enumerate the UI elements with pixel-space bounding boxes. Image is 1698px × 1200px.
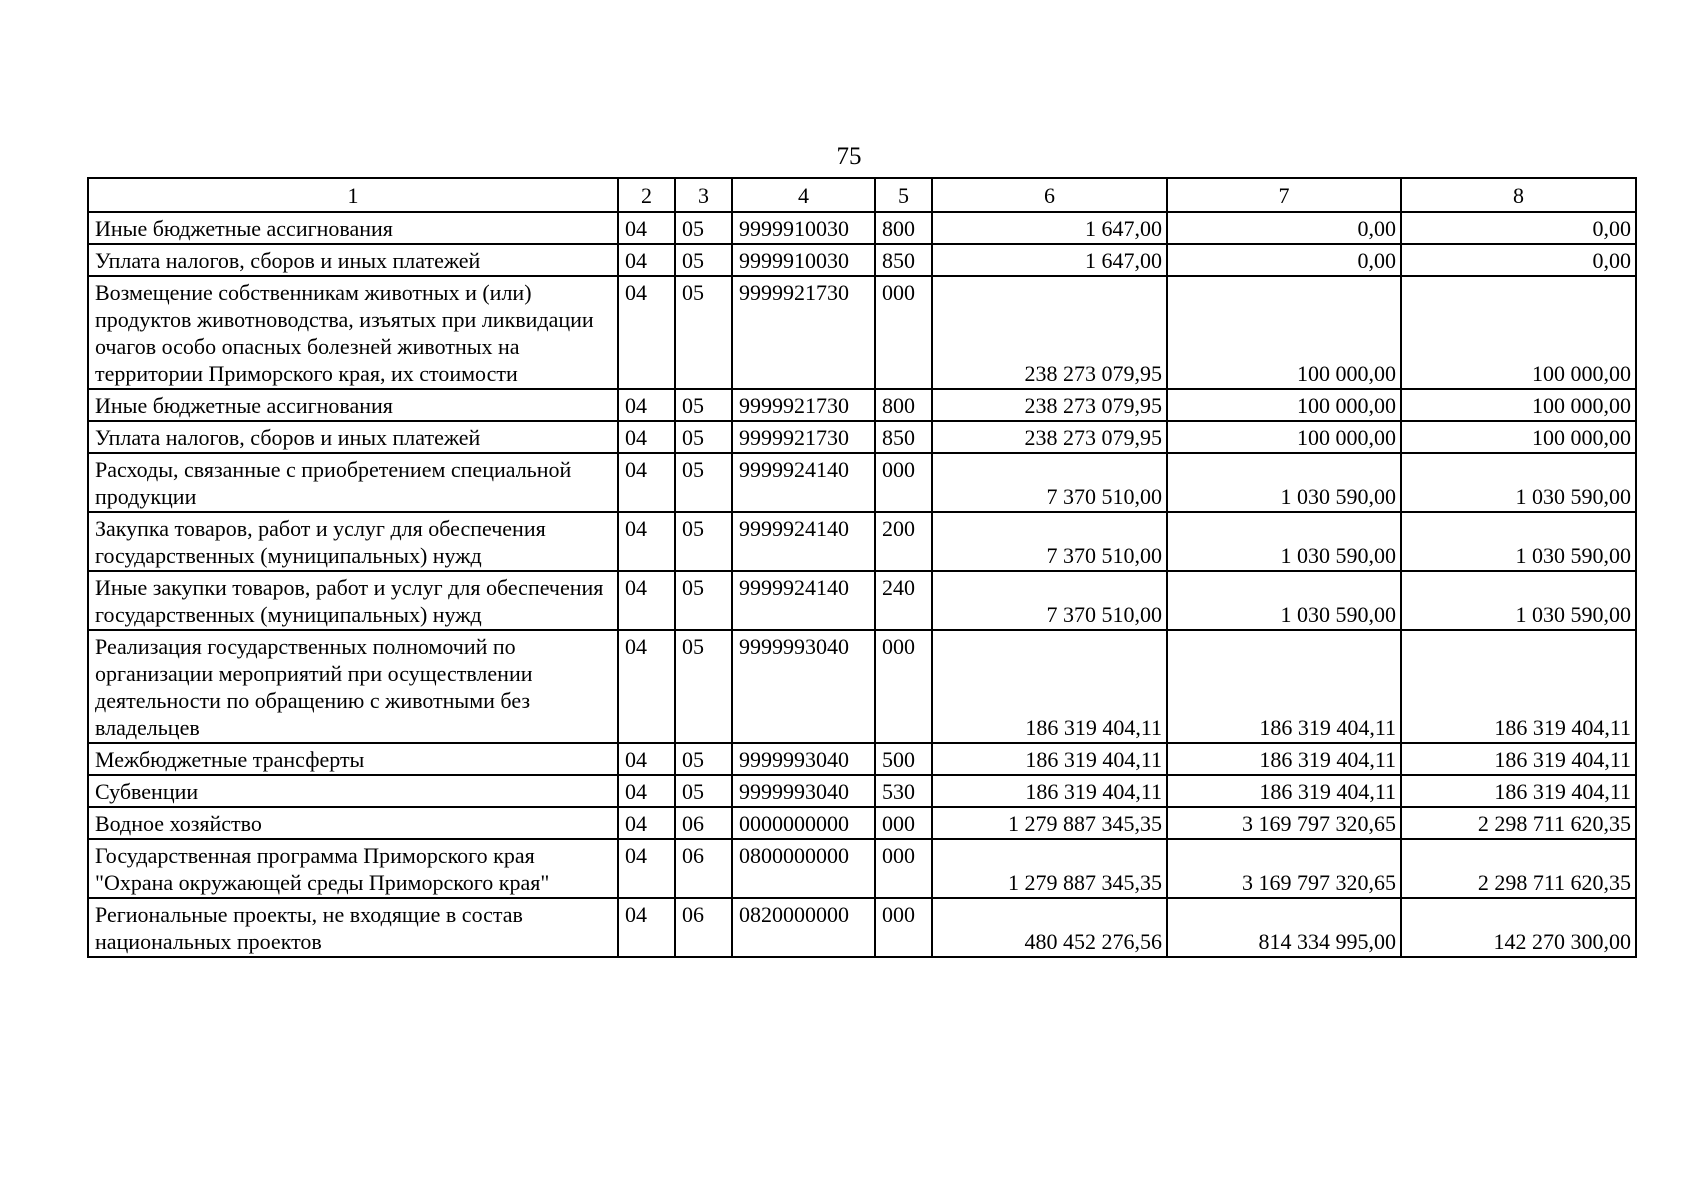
row-amount-col8: 100 000,00 [1401,389,1636,421]
row-subsection: 06 [675,898,732,957]
row-subsection: 06 [675,807,732,839]
row-subsection: 05 [675,244,732,276]
row-amount-col6: 1 647,00 [932,212,1167,244]
row-subsection: 06 [675,839,732,898]
row-target-article: 9999993040 [732,630,875,743]
row-target-article: 9999924140 [732,571,875,630]
row-subsection: 05 [675,743,732,775]
row-expense-type: 000 [875,839,932,898]
row-target-article: 9999924140 [732,512,875,571]
row-expense-type: 530 [875,775,932,807]
row-amount-col8: 100 000,00 [1401,421,1636,453]
row-name: Государственная программа Приморского края "Охрана окружающей среды Приморского края" [88,839,618,898]
table-row [88,775,1636,807]
row-amount-col7: 0,00 [1167,212,1401,244]
table-row [88,743,1636,775]
row-section: 04 [618,571,675,630]
row-subsection: 05 [675,389,732,421]
row-name: Межбюджетные трансферты [88,743,618,775]
row-section: 04 [618,212,675,244]
row-expense-type: 500 [875,743,932,775]
row-target-article: 9999921730 [732,276,875,389]
row-section: 04 [618,512,675,571]
header-row [88,178,1636,212]
row-expense-type: 000 [875,630,932,743]
row-name: Расходы, связанные с приобретением специальной продукции [88,453,618,512]
row-expense-type: 850 [875,244,932,276]
row-target-article: 0000000000 [732,807,875,839]
row-target-article: 0800000000 [732,839,875,898]
row-amount-col7: 100 000,00 [1167,389,1401,421]
row-amount-col7: 1 030 590,00 [1167,512,1401,571]
row-expense-type: 000 [875,453,932,512]
row-name: Возмещение собственникам животных и (или) продуктов животноводства, изъятых при ликвидации очагов особо опасных болезней животных на территории Приморского края, их стоимости [88,276,618,389]
row-target-article: 9999910030 [732,244,875,276]
row-expense-type: 000 [875,276,932,389]
row-amount-col7: 0,00 [1167,244,1401,276]
row-amount-col6: 1 647,00 [932,244,1167,276]
row-amount-col8: 2 298 711 620,35 [1401,839,1636,898]
table-row [88,630,1636,743]
row-expense-type: 240 [875,571,932,630]
header-col-8: 8 [1401,178,1636,212]
row-name: Иные бюджетные ассигнования [88,212,618,244]
row-amount-col8: 1 030 590,00 [1401,512,1636,571]
row-section: 04 [618,453,675,512]
row-amount-col8: 186 319 404,11 [1401,630,1636,743]
row-section: 04 [618,630,675,743]
row-amount-col8: 186 319 404,11 [1401,743,1636,775]
row-section: 04 [618,898,675,957]
row-amount-col6: 238 273 079,95 [932,389,1167,421]
row-subsection: 05 [675,212,732,244]
row-expense-type: 000 [875,807,932,839]
row-expense-type: 800 [875,212,932,244]
row-amount-col6: 1 279 887 345,35 [932,839,1167,898]
row-amount-col6: 186 319 404,11 [932,630,1167,743]
row-section: 04 [618,839,675,898]
page-number: 75 [836,143,862,170]
row-name: Иные закупки товаров, работ и услуг для обеспечения государственных (муниципальных) нужд [88,571,618,630]
row-amount-col7: 100 000,00 [1167,421,1401,453]
row-amount-col6: 1 279 887 345,35 [932,807,1167,839]
row-amount-col8: 2 298 711 620,35 [1401,807,1636,839]
row-amount-col8: 100 000,00 [1401,276,1636,389]
row-amount-col8: 1 030 590,00 [1401,453,1636,512]
row-subsection: 05 [675,453,732,512]
row-section: 04 [618,743,675,775]
row-name: Уплата налогов, сборов и иных платежей [88,421,618,453]
header-col-4: 4 [732,178,875,212]
row-target-article: 9999921730 [732,421,875,453]
row-section: 04 [618,775,675,807]
row-amount-col6: 7 370 510,00 [932,571,1167,630]
row-subsection: 05 [675,775,732,807]
row-target-article: 9999993040 [732,743,875,775]
row-expense-type: 850 [875,421,932,453]
row-subsection: 05 [675,421,732,453]
table-row [88,389,1636,421]
row-amount-col7: 186 319 404,11 [1167,743,1401,775]
row-name: Реализация государственных полномочий по организации мероприятий при осуществлении деятельности по обращению с животными без владельцев [88,630,618,743]
header-col-1: 1 [88,178,618,212]
row-section: 04 [618,276,675,389]
row-amount-col7: 186 319 404,11 [1167,775,1401,807]
row-name: Водное хозяйство [88,807,618,839]
row-amount-col8: 142 270 300,00 [1401,898,1636,957]
row-subsection: 05 [675,512,732,571]
row-amount-col6: 186 319 404,11 [932,775,1167,807]
row-section: 04 [618,807,675,839]
budget-table [87,177,1637,958]
row-target-article: 9999993040 [732,775,875,807]
row-amount-col8: 0,00 [1401,244,1636,276]
row-amount-col7: 814 334 995,00 [1167,898,1401,957]
header-col-3: 3 [675,178,732,212]
table-row [88,807,1636,839]
row-amount-col8: 1 030 590,00 [1401,571,1636,630]
row-target-article: 9999921730 [732,389,875,421]
row-name: Субвенции [88,775,618,807]
row-name: Уплата налогов, сборов и иных платежей [88,244,618,276]
row-amount-col8: 186 319 404,11 [1401,775,1636,807]
row-section: 04 [618,421,675,453]
table-row [88,453,1636,512]
row-amount-col6: 7 370 510,00 [932,453,1167,512]
row-amount-col7: 3 169 797 320,65 [1167,839,1401,898]
row-amount-col8: 0,00 [1401,212,1636,244]
header-col-2: 2 [618,178,675,212]
row-target-article: 9999924140 [732,453,875,512]
table-row [88,512,1636,571]
header-col-6: 6 [932,178,1167,212]
row-subsection: 05 [675,630,732,743]
row-target-article: 9999910030 [732,212,875,244]
row-name: Региональные проекты, не входящие в состав национальных проектов [88,898,618,957]
row-amount-col7: 3 169 797 320,65 [1167,807,1401,839]
row-name: Закупка товаров, работ и услуг для обеспечения государственных (муниципальных) нужд [88,512,618,571]
row-name: Иные бюджетные ассигнования [88,389,618,421]
table-row [88,898,1636,957]
row-section: 04 [618,244,675,276]
header-col-5: 5 [875,178,932,212]
header-col-7: 7 [1167,178,1401,212]
row-amount-col7: 1 030 590,00 [1167,453,1401,512]
row-amount-col6: 238 273 079,95 [932,276,1167,389]
table-row [88,839,1636,898]
table-row [88,276,1636,389]
row-subsection: 05 [675,571,732,630]
row-amount-col6: 7 370 510,00 [932,512,1167,571]
row-expense-type: 800 [875,389,932,421]
table-row [88,212,1636,244]
row-expense-type: 200 [875,512,932,571]
row-amount-col7: 100 000,00 [1167,276,1401,389]
row-expense-type: 000 [875,898,932,957]
table-row [88,571,1636,630]
row-subsection: 05 [675,276,732,389]
table-row [88,421,1636,453]
row-amount-col6: 238 273 079,95 [932,421,1167,453]
row-amount-col6: 480 452 276,56 [932,898,1167,957]
table-row [88,244,1636,276]
row-amount-col7: 1 030 590,00 [1167,571,1401,630]
row-target-article: 0820000000 [732,898,875,957]
row-amount-col6: 186 319 404,11 [932,743,1167,775]
row-amount-col7: 186 319 404,11 [1167,630,1401,743]
row-section: 04 [618,389,675,421]
